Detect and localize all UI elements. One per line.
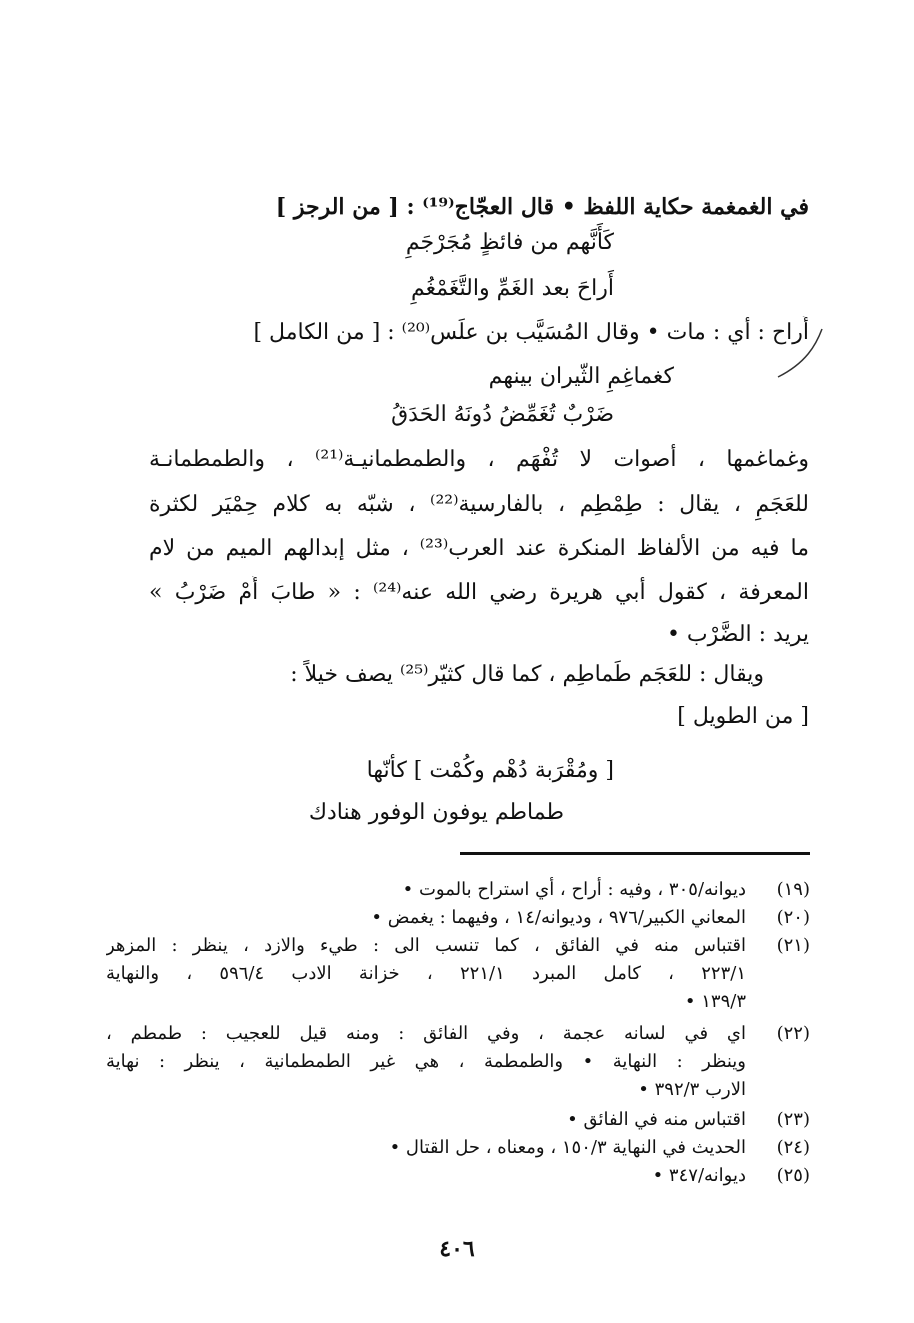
para-line-5: يريد : الضَّرْب • [666, 622, 809, 647]
verse-1a: كَأَنَّهم من فائظٍ مُجَرْجَمِ [405, 230, 614, 255]
verse-3a: [ ومُقْرَبة دُهْم وكُمْت ] كأنّها [366, 758, 614, 783]
footnote-number: (٢٠) [776, 907, 810, 928]
footnote-text: المعاني الكبير/٩٧٦ ، وديوانه/١٤ ، وفيهما : يغمض • [371, 907, 746, 928]
verse-2a: كغماغِمِ الثّيران بينهم [488, 364, 674, 389]
para-line-6: ويقال : للعَجَم طَماطِم ، كما قال كثيّر⁽²⁵⁾ يصف خيلاً : [290, 662, 764, 687]
verse-1b: أَراحَ بعد الغَمِّ والتَّغَمْغُمِ [410, 276, 614, 301]
footnote-text: ديوانه/٣٤٧ • [652, 1165, 746, 1186]
verse-3b: طماطم يوفون الوفور هنادك [308, 800, 564, 825]
footnote-text: الارب ٣٩٢/٣ • [638, 1079, 746, 1100]
footnote-text: اقتباس منه في الفائق • [567, 1109, 746, 1130]
footnote-text: ديوانه/٣٠٥ ، وفيه : أراح ، أي استراح بالموت • [402, 879, 746, 900]
footnote-text: ٢٢٣/١ ، كامل المبرد ٢٢١/١ ، خزانة الادب ٥٩٦/٤ ، والنهاية [106, 963, 746, 984]
footnote-number: (٢٤) [776, 1137, 810, 1158]
body-line-1: في الغمغمة حكاية اللفظ • قال العجّاج⁽¹⁹⁾ : [ من الرجز ] [275, 194, 809, 220]
footnote-number: (١٩) [776, 879, 810, 900]
footnote-number: (٢٥) [776, 1165, 810, 1186]
body-line-2: أَراح : أي : مات • وقال المُسَيَّب بن علَس⁽²⁰⁾ : [ من الكامل ] [253, 320, 809, 345]
footnote-number: (٢٢) [776, 1023, 810, 1044]
footnote-divider [460, 852, 810, 855]
para-line-4: المعرفة ، كقول أبي هريرة رضي الله عنه⁽²⁴⁾ : « طابَ أَمْ ضَرْبُ » [149, 580, 809, 605]
para-line-1: وغماغمها ، أصوات لا تُفْهَم ، والطمطمانيـة⁽²¹⁾ ، والطمطمانـة [149, 447, 809, 472]
page-number: ٤٠٦ [439, 1236, 475, 1262]
footnote-number: (٢١) [776, 935, 810, 956]
para-line-3: ما فيه من الألفاظ المنكرة عند العرب⁽²³⁾ ، مثل إبدالهم الميم من لام [149, 536, 809, 561]
footnote-text: وينظر : النهاية • والطمطمة ، هي غير الطمطمانية ، ينظر : نهاية [106, 1051, 746, 1072]
footnote-text: الحديث في النهاية ١٥٠/٣ ، ومعناه ، حل القتال • [389, 1137, 746, 1158]
para-line-7: [ من الطويل ] [677, 704, 809, 729]
footnote-text: اي في لسانه عجمة ، وفي الفائق : ومنه قيل للعجيب : طمطم ، [106, 1023, 746, 1044]
footnote-text: ١٣٩/٣ • [684, 991, 746, 1012]
verse-2b: ضَرْبٌ تُغَمِّضُ دُونَهُ الحَدَقُ [391, 402, 614, 427]
footnote-number: (٢٣) [776, 1109, 810, 1130]
footnote-text: اقتباس منه في الفائق ، كما تنسب الى : طيء والازد ، ينظر : المزهر [106, 935, 746, 956]
para-line-2: للعَجَمِ ، يقال : طِمْطِم ، بالفارسية⁽²²⁾ ، شبّه به كلام حِمْيَر لكثرة [149, 492, 809, 517]
margin-pencil-mark [770, 325, 830, 385]
